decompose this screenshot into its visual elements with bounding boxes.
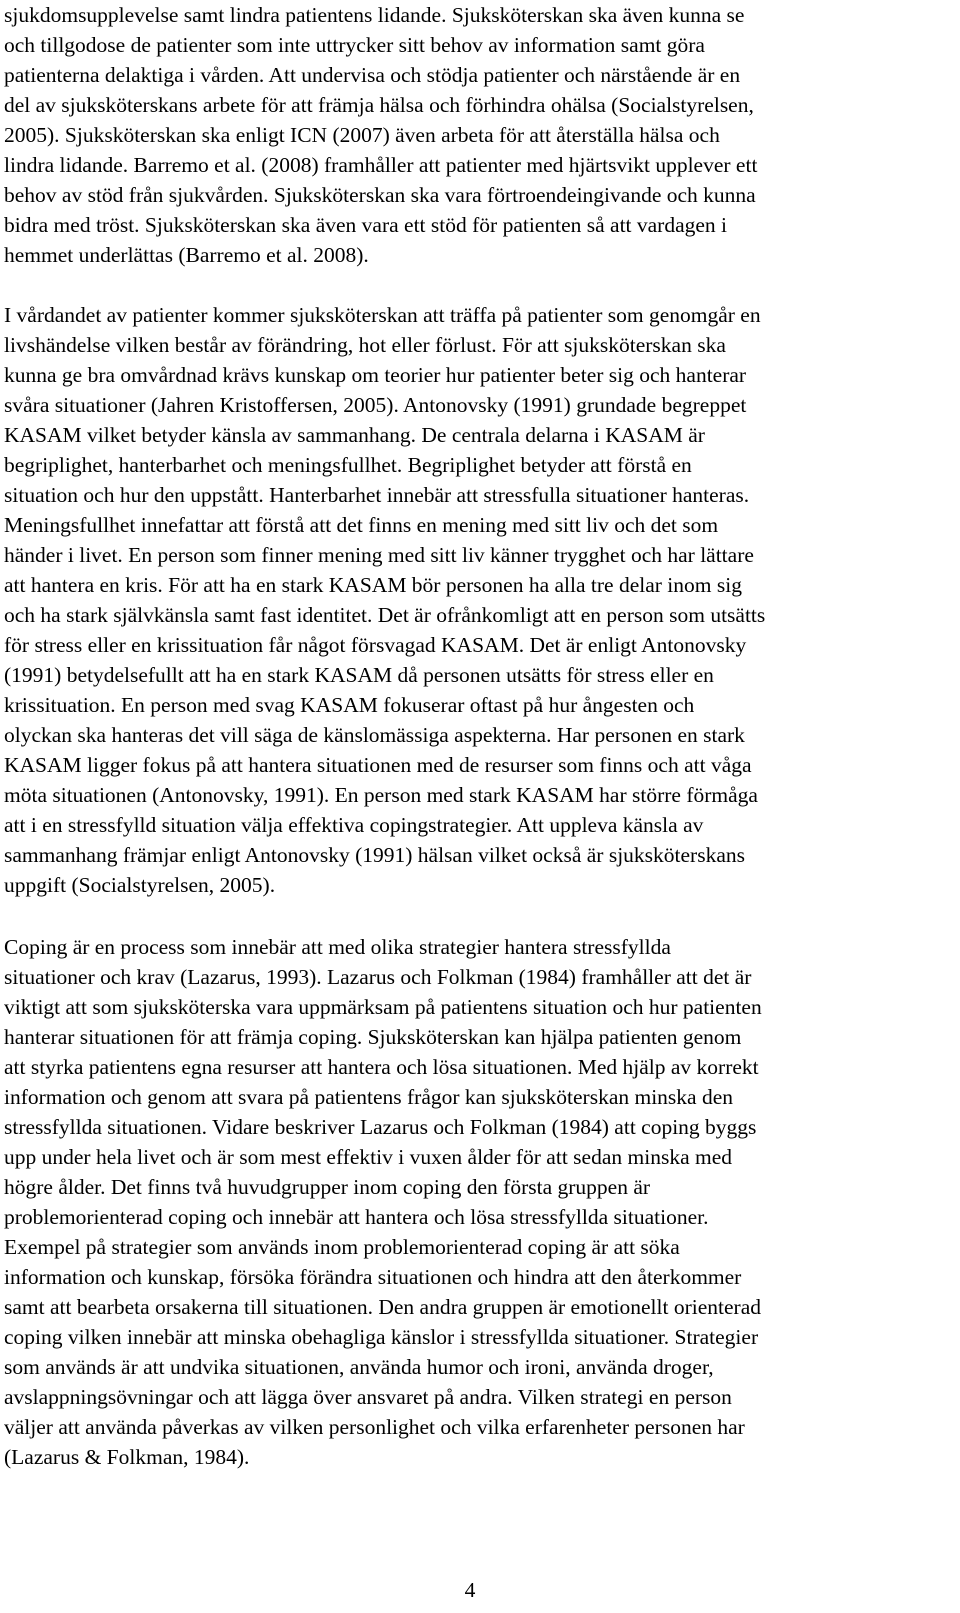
text-line: högre ålder. Det finns två huvudgrupper inom coping den första gruppen är bbox=[4, 1175, 651, 1199]
text-line: 2005). Sjuksköterskan ska enligt ICN (2007) även arbeta för att återställa hälsa och bbox=[4, 123, 720, 147]
text-line: att styrka patientens egna resurser att hantera och lösa situationen. Med hjälp av korrekt bbox=[4, 1055, 759, 1079]
text-line: situationer och krav (Lazarus, 1993). Lazarus och Folkman (1984) framhåller att det är bbox=[4, 965, 752, 989]
text-line: viktigt att som sjuksköterska vara uppmärksam på patientens situation och hur patienten bbox=[4, 995, 762, 1019]
text-line: lindra lidande. Barremo et al. (2008) framhåller att patienter med hjärtsvikt upplever ett bbox=[4, 153, 758, 177]
text-line: olyckan ska hanteras det vill säga de känslomässiga aspekterna. Har personen en stark bbox=[4, 723, 745, 747]
text-line: information och kunskap, försöka förändra situationen och hindra att den återkommer bbox=[4, 1265, 742, 1289]
text-line: samt att bearbeta orsakerna till situationen. Den andra gruppen är emotionellt orienterad bbox=[4, 1295, 761, 1319]
text-line: KASAM ligger fokus på att hantera situationen med de resurser som finns och att våga bbox=[4, 753, 752, 777]
text-line: avslappningsövningar och att lägga över ansvaret på andra. Vilken strategi en person bbox=[4, 1385, 732, 1409]
text-line: väljer att använda påverkas av vilken personlighet och vilka erfarenheter personen har bbox=[4, 1415, 745, 1439]
text-line: och ha stark självkänsla samt fast identitet. Det är ofrånkomligt att en person som utsätts bbox=[4, 603, 766, 627]
text-line: krissituation. En person med svag KASAM fokuserar oftast på hur ångesten och bbox=[4, 693, 695, 717]
text-line: för stress eller en krissituation får något försvagad KASAM. Det är enligt Antonovsky bbox=[4, 633, 747, 657]
text-line: Coping är en process som innebär att med olika strategier hantera stressfyllda bbox=[4, 935, 671, 959]
text-line: livshändelse vilken består av förändring, hot eller förlust. För att sjuksköterskan ska bbox=[4, 333, 726, 357]
text-line: coping vilken innebär att minska obehagliga känslor i stressfyllda situationer. Strategier bbox=[4, 1325, 759, 1349]
text-line: som används är att undvika situationen, använda humor och ironi, använda droger, bbox=[4, 1355, 714, 1379]
text-line: möta situationen (Antonovsky, 1991). En person med stark KASAM har större förmåga bbox=[4, 783, 758, 807]
text-line: Meningsfullhet innefattar att förstå att det finns en mening med sitt liv och det som bbox=[4, 513, 719, 537]
text-line: situation och hur den uppstått. Hanterbarhet innebär att stressfulla situationer hanteras. bbox=[4, 483, 750, 507]
text-line: KASAM vilket betyder känsla av sammanhang. De centrala delarna i KASAM är bbox=[4, 423, 705, 447]
text-line: (1991) betydelsefullt att ha en stark KASAM då personen utsätts för stress eller en bbox=[4, 663, 714, 687]
text-line: I vårdandet av patienter kommer sjuksköterskan att träffa på patienter som genomgår en bbox=[4, 303, 761, 327]
text-line: hemmet underlättas (Barremo et al. 2008). bbox=[4, 243, 369, 267]
text-line: sammanhang främjar enligt Antonovsky (1991) hälsan vilket också är sjuksköterskans bbox=[4, 843, 745, 867]
text-line: kunna ge bra omvårdnad krävs kunskap om teorier hur patienter beter sig och hanterar bbox=[4, 363, 747, 387]
text-line: bidra med tröst. Sjuksköterskan ska även vara ett stöd för patienten så att vardagen i bbox=[4, 213, 728, 237]
text-line: sjukdomsupplevelse samt lindra patientens lidande. Sjuksköterskan ska även kunna se bbox=[4, 3, 745, 27]
text-line: upp under hela livet och är som mest effektiv i vuxen ålder för att sedan minska med bbox=[4, 1145, 732, 1169]
text-line: och tillgodose de patienter som inte uttrycker sitt behov av information samt göra bbox=[4, 33, 705, 57]
text-line: begriplighet, hanterbarhet och meningsfullhet. Begriplighet betyder att förstå en bbox=[4, 453, 692, 477]
page-number: 4 bbox=[464, 1578, 476, 1602]
text-line: svåra situationer (Jahren Kristoffersen, 2005). Antonovsky (1991) grundade begreppet bbox=[4, 393, 747, 417]
text-line: information och genom att svara på patientens frågor kan sjuksköterskan minska den bbox=[4, 1085, 734, 1109]
text-line: del av sjuksköterskans arbete för att främja hälsa och förhindra ohälsa (Socialstyrelsen, bbox=[4, 93, 754, 117]
text-line: att i en stressfylld situation välja effektiva copingstrategier. Att uppleva känsla av bbox=[4, 813, 704, 837]
text-line: behov av stöd från sjukvården. Sjuksköterskan ska vara förtroendeingivande och kunna bbox=[4, 183, 756, 207]
text-line: (Lazarus & Folkman, 1984). bbox=[4, 1445, 250, 1469]
text-line: händer i livet. En person som finner mening med sitt liv känner trygghet och har lättare bbox=[4, 543, 754, 567]
text-line: Exempel på strategier som används inom problemorienterad coping är att söka bbox=[4, 1235, 680, 1259]
text-line: uppgift (Socialstyrelsen, 2005). bbox=[4, 873, 276, 897]
text-line: att hantera en kris. För att ha en stark KASAM bör personen ha alla tre delar inom sig bbox=[4, 573, 742, 597]
text-line: patienterna delaktiga i vården. Att undervisa och stödja patienter och närstående är en bbox=[4, 63, 741, 87]
text-line: hanterar situationen för att främja coping. Sjuksköterskan kan hjälpa patienten genom bbox=[4, 1025, 742, 1049]
text-line: stressfyllda situationen. Vidare beskriver Lazarus och Folkman (1984) att coping byggs bbox=[4, 1115, 757, 1139]
text-line: problemorienterad coping och innebär att hantera och lösa stressfyllda situationer. bbox=[4, 1205, 709, 1229]
